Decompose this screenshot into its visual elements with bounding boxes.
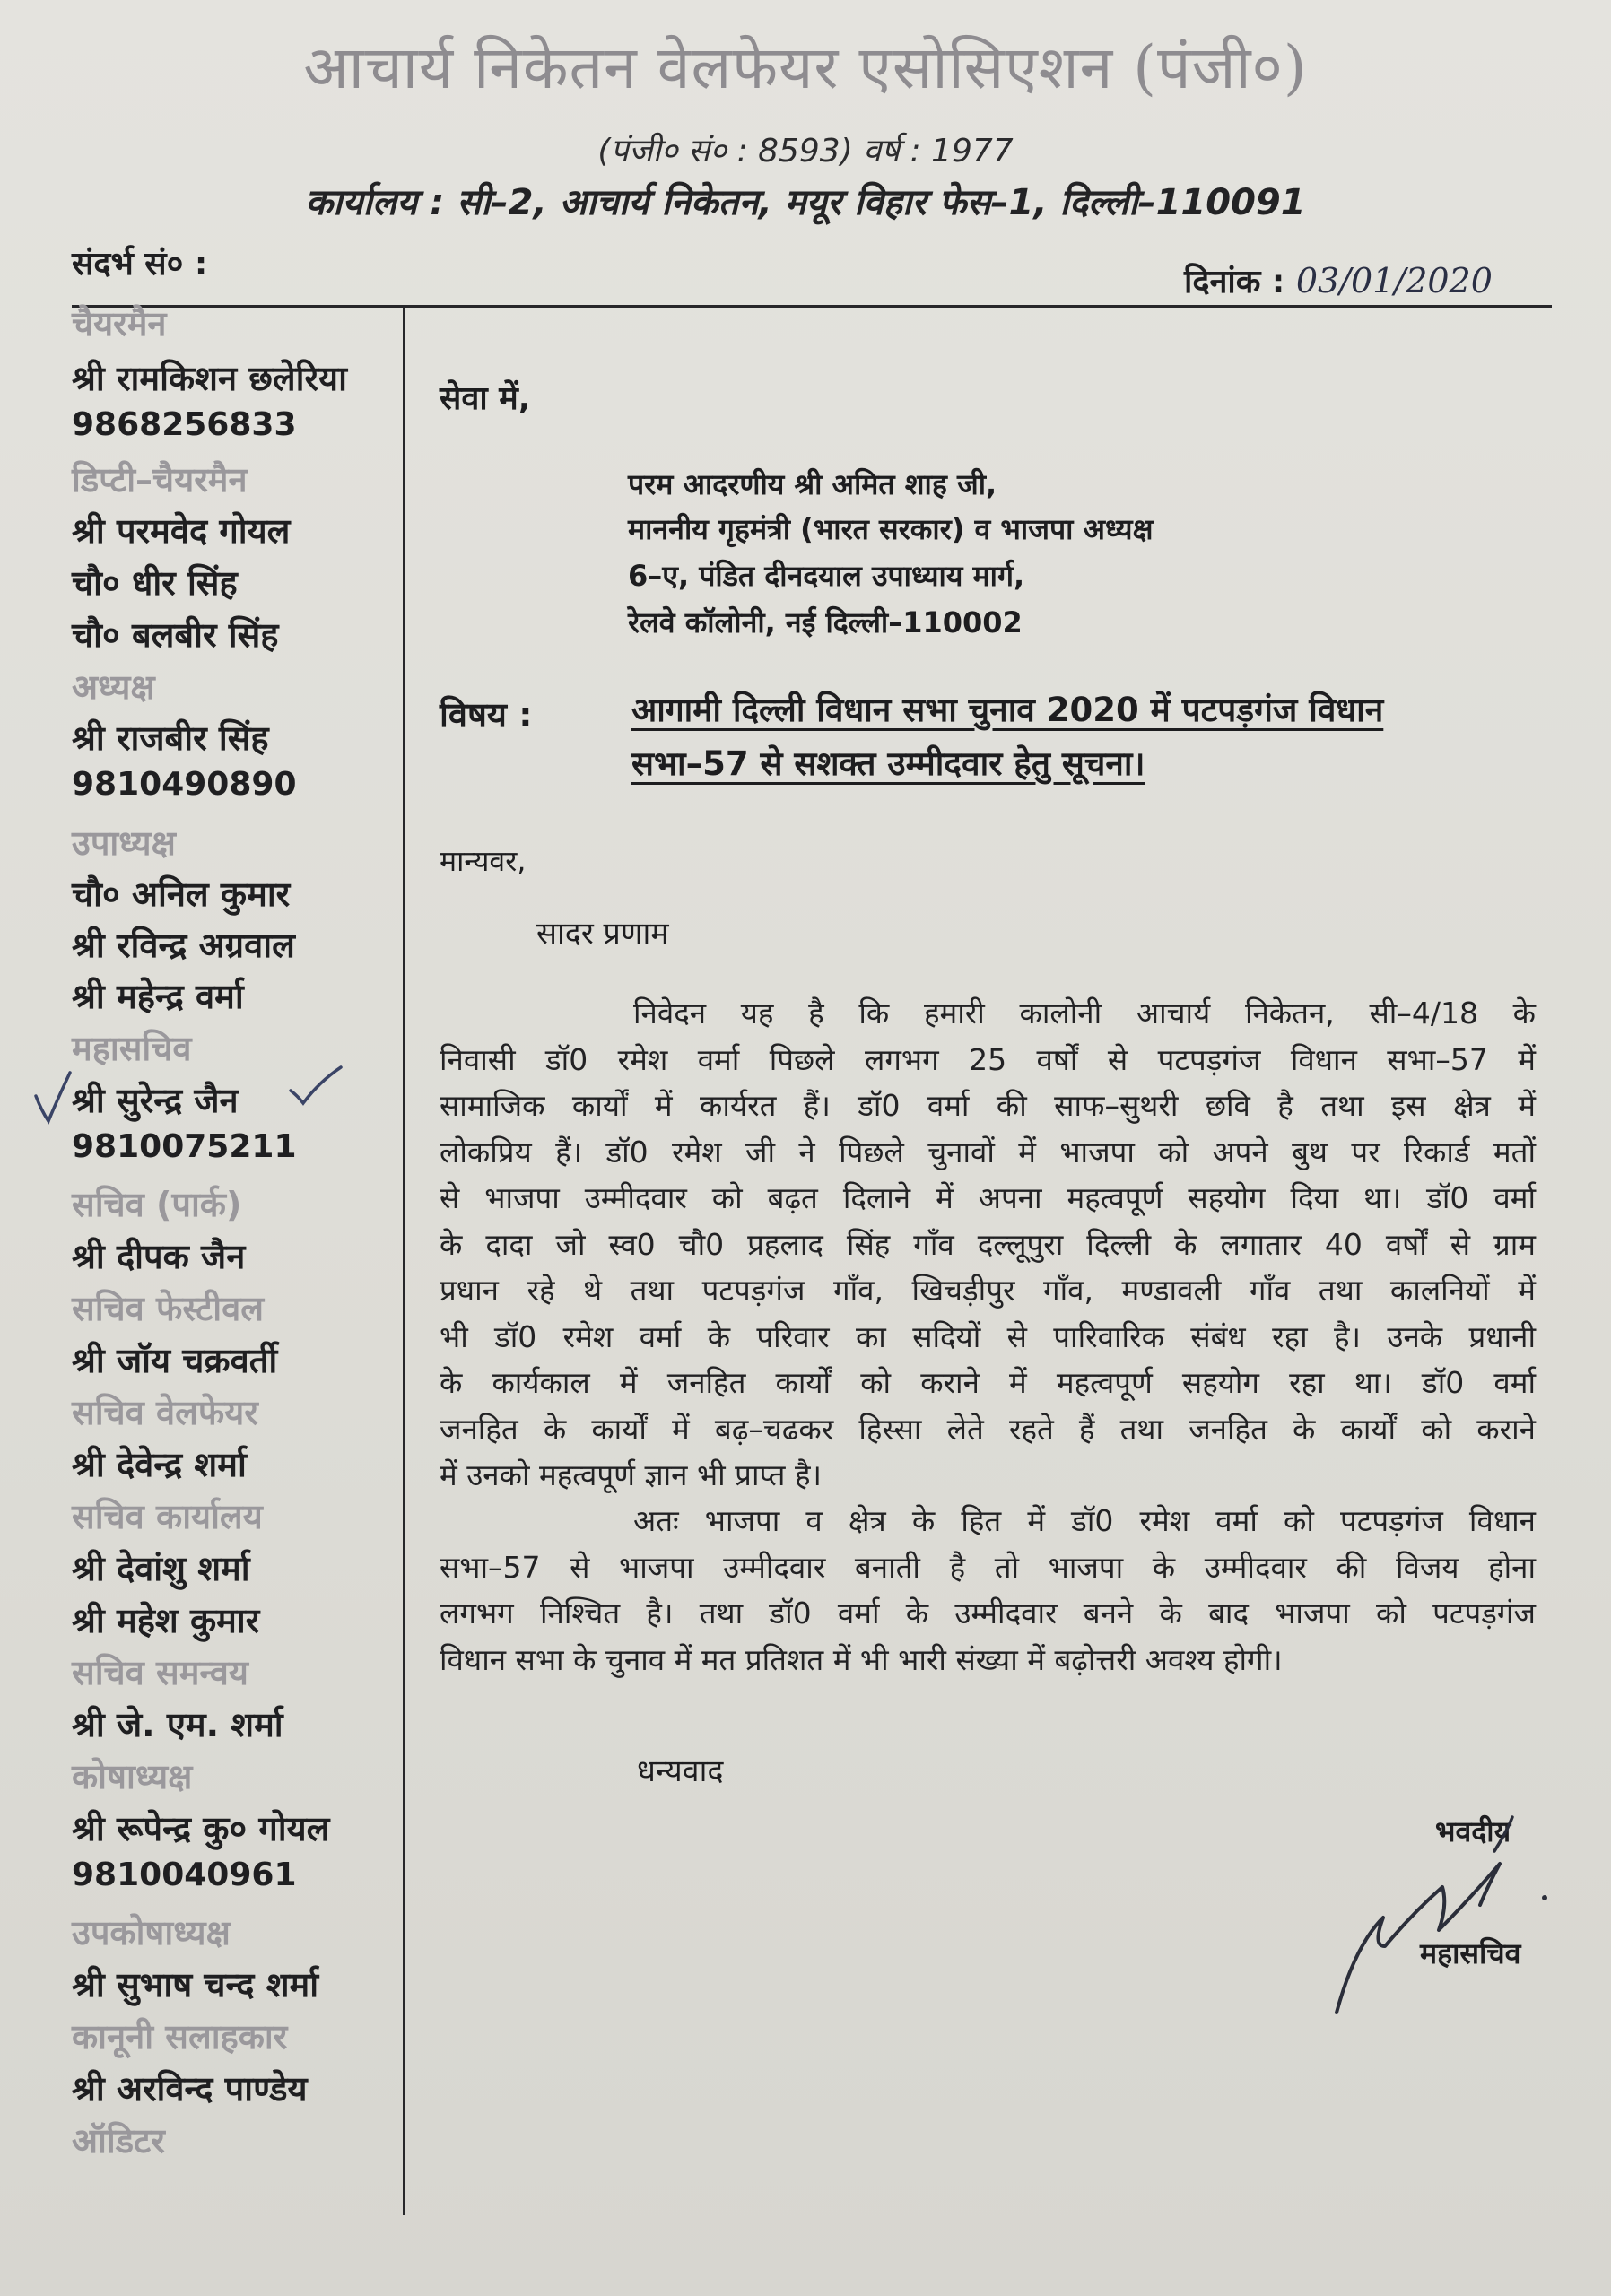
role-secretary-park: सचिव (पार्क) (72, 1185, 242, 1224)
paragraph-line: निवासी डॉ0 रमेश वर्मा पिछले लगभग 25 वर्षों से पटपड़गंज विधान सभा–57 में (440, 1041, 1536, 1077)
role-general-secretary: महासचिव (72, 1029, 192, 1068)
secretary-office-name: श्री महेश कुमार (72, 1601, 260, 1640)
secretary-welfare-name: श्री देवेन्द्र शर्मा (72, 1445, 247, 1484)
paragraph-line: सामाजिक कार्यों में कार्यरत हैं। डॉ0 वर्मा की साफ–सुथरी छवि है तथा इस क्षेत्र में (440, 1088, 1536, 1123)
thanks-line: धन्यवाद (637, 1753, 724, 1789)
paragraph-line: के दादा जो स्व0 चौ0 प्रहलाद सिंह गाँव दल्लूपुरा दिल्ली के लगातार 40 वर्षों से ग्राम (440, 1226, 1536, 1262)
signatory-title: महासचिव (1420, 1936, 1521, 1970)
chairman-phone: 9868256833 (72, 406, 297, 443)
paragraph-line: निवेदन यह है कि हमारी कालोनी आचार्य निकेतन, सी–4/18 के (633, 996, 1536, 1031)
addressee-line: माननीय गृहमंत्री (भारत सरकार) व भाजपा अध्यक्ष (628, 512, 1154, 546)
role-auditor: ऑडिटर (72, 2121, 165, 2161)
deputy-chairman-name: चौ० बलबीर सिंह (72, 615, 279, 655)
secretary-office-name: श्री देवांशु शर्मा (72, 1549, 250, 1588)
role-vice-president: उपाध्यक्ष (72, 823, 176, 863)
subject-line: सभा–57 से सशक्त उम्मीदवार हेतु सूचना। (631, 744, 1145, 783)
vice-president-name: चौ० अनिल कुमार (72, 874, 291, 914)
role-secretary-welfare: सचिव वेलफेयर (72, 1393, 258, 1432)
role-chairman: चैयरमैन (72, 304, 167, 344)
addressee-line: 6–ए, पंडित दीनदयाल उपाध्याय मार्ग, (628, 559, 1025, 593)
role-deputy-chairman: डिप्टी–चैयरमैन (72, 460, 248, 500)
date-line (1184, 258, 1493, 302)
paragraph-line: में उनको महत्वपूर्ण ज्ञान भी प्राप्त है। (440, 1457, 823, 1492)
deputy-chairman-name: श्री परमवेद गोयल (72, 511, 291, 551)
chairman-name: श्री रामकिशन छलेरिया (72, 359, 347, 398)
greeting: मान्यवर, (440, 844, 527, 878)
role-secretary-coordination: सचिव समन्वय (72, 1653, 248, 1692)
paragraph-line: सभा–57 से भाजपा उम्मीदवार बनाती है तो भाजपा के उम्मीदवार की विजय होना (440, 1549, 1536, 1585)
respect-line: सादर प्रणाम (536, 916, 669, 952)
organization-name: आचार्य निकेतन वेलफेयर एसोसिएशन (पंजी०) (303, 33, 1308, 102)
reference-number-label: संदर्भ सं० : (72, 246, 208, 283)
paragraph-line: के कार्यकाल में जनहित कार्यों को कराने में महत्वपूर्ण सहयोग रहा था। डॉ0 वर्मा (440, 1365, 1536, 1400)
addressee-line: परम आदरणीय श्री अमित शाह जी, (628, 467, 997, 501)
closing-line: भवदीय (1435, 1814, 1511, 1848)
role-president: अध्यक्ष (72, 667, 155, 707)
check-mark-icon (32, 1067, 74, 1130)
paragraph-line: भी डॉ0 रमेश वर्मा के परिवार का सदियों से पारिवारिक संबंध रहा है। उनके प्रधानी (440, 1318, 1536, 1354)
general-secretary-phone: 9810075211 (72, 1128, 297, 1165)
paragraph-line: प्रधान रहे थे तथा पटपड़गंज गाँव, खिचड़ीपुर गाँव, मण्डावली गाँव तथा कालनियों में (440, 1273, 1536, 1308)
addressee-line: रेलवे कॉलोनी, नई दिल्ली–110002 (628, 605, 1023, 639)
secretary-coordination-name: श्री जे. एम. शर्मा (72, 1705, 283, 1744)
vice-president-name: श्री रविन्द्र अग्रवाल (72, 926, 295, 965)
secretary-festival-name: श्री जॉय चक्रवर्ती (72, 1341, 278, 1380)
paragraph-line: जनहित के कार्यों में बढ़–चढकर हिस्सा लेते रहते हैं तथा जनहित के कार्यों को कराने (440, 1411, 1536, 1447)
deputy-treasurer-name: श्री सुभाष चन्द शर्मा (72, 1965, 319, 2005)
check-mark-icon (287, 1064, 344, 1109)
treasurer-name: श्री रूपेन्द्र कु० गोयल (72, 1809, 330, 1848)
office-address: कार्यालय : सी–2, आचार्य निकेतन, मयूर विहार फेस–1, दिल्ली–110091 (305, 182, 1306, 223)
role-secretary-office: सचिव कार्यालय (72, 1497, 263, 1536)
treasurer-phone: 9810040961 (72, 1857, 297, 1893)
paragraph-line: लोकप्रिय हैं। डॉ0 रमेश जी ने पिछले चुनावों में भाजपा को अपने बुथ पर रिकार्ड मतों (440, 1134, 1536, 1170)
body-paragraph-2 (440, 1498, 1536, 1683)
salutation-to: सेवा में, (440, 380, 531, 417)
registration-line: (पंजी० सं० : 8593) वर्ष : 1977 (597, 133, 1014, 170)
general-secretary-name: श्री सुरेन्द्र जैन (72, 1081, 239, 1120)
president-phone: 9810490890 (72, 766, 297, 803)
secretary-park-name: श्री दीपक जैन (72, 1237, 246, 1276)
vice-president-name: श्री महेन्द्र वर्मा (72, 977, 244, 1016)
paragraph-line: अतः भाजपा व क्षेत्र के हित में डॉ0 रमेश वर्मा को पटपड़गंज विधान (633, 1503, 1536, 1538)
role-legal-advisor: कानूनी सलाहकार (72, 2017, 288, 2057)
role-deputy-treasurer: उपकोषाध्यक्ष (72, 1913, 231, 1952)
header-divider (72, 305, 1552, 308)
body-paragraph-1 (440, 990, 1536, 1499)
paragraph-line: से भाजपा उम्मीदवार को बढ़त दिलाने में अपना महत्वपूर्ण सहयोग दिया था। डॉ0 वर्मा (440, 1180, 1536, 1215)
president-name: श्री राजबीर सिंह (72, 718, 269, 758)
handwritten-signature (1333, 1812, 1548, 2018)
deputy-chairman-name: चौ० धीर सिंह (72, 563, 238, 603)
handwritten-date: 03/01/2020 (1295, 261, 1493, 300)
sidebar-divider (403, 305, 405, 2215)
date-label: दिनांक : (1184, 264, 1285, 300)
role-secretary-festival: सचिव फेस्टीवल (72, 1289, 264, 1328)
legal-advisor-name: श्री अरविन्द पाण्डेय (72, 2069, 308, 2109)
subject-line: आगामी दिल्ली विधान सभा चुनाव 2020 में पटपड़गंज विधान (631, 691, 1384, 729)
paragraph-line: लगभग निश्चित है। तथा डॉ0 वर्मा के उम्मीदवार बनने के बाद भाजपा को पटपड़गंज (440, 1596, 1536, 1631)
role-treasurer: कोषाध्यक्ष (72, 1757, 193, 1796)
subject-label: विषय : (440, 695, 533, 735)
paragraph-line: विधान सभा के चुनाव में मत प्रतिशत में भी भारी संख्या में बढ़ोत्तरी अवश्य होगी। (440, 1641, 1283, 1677)
